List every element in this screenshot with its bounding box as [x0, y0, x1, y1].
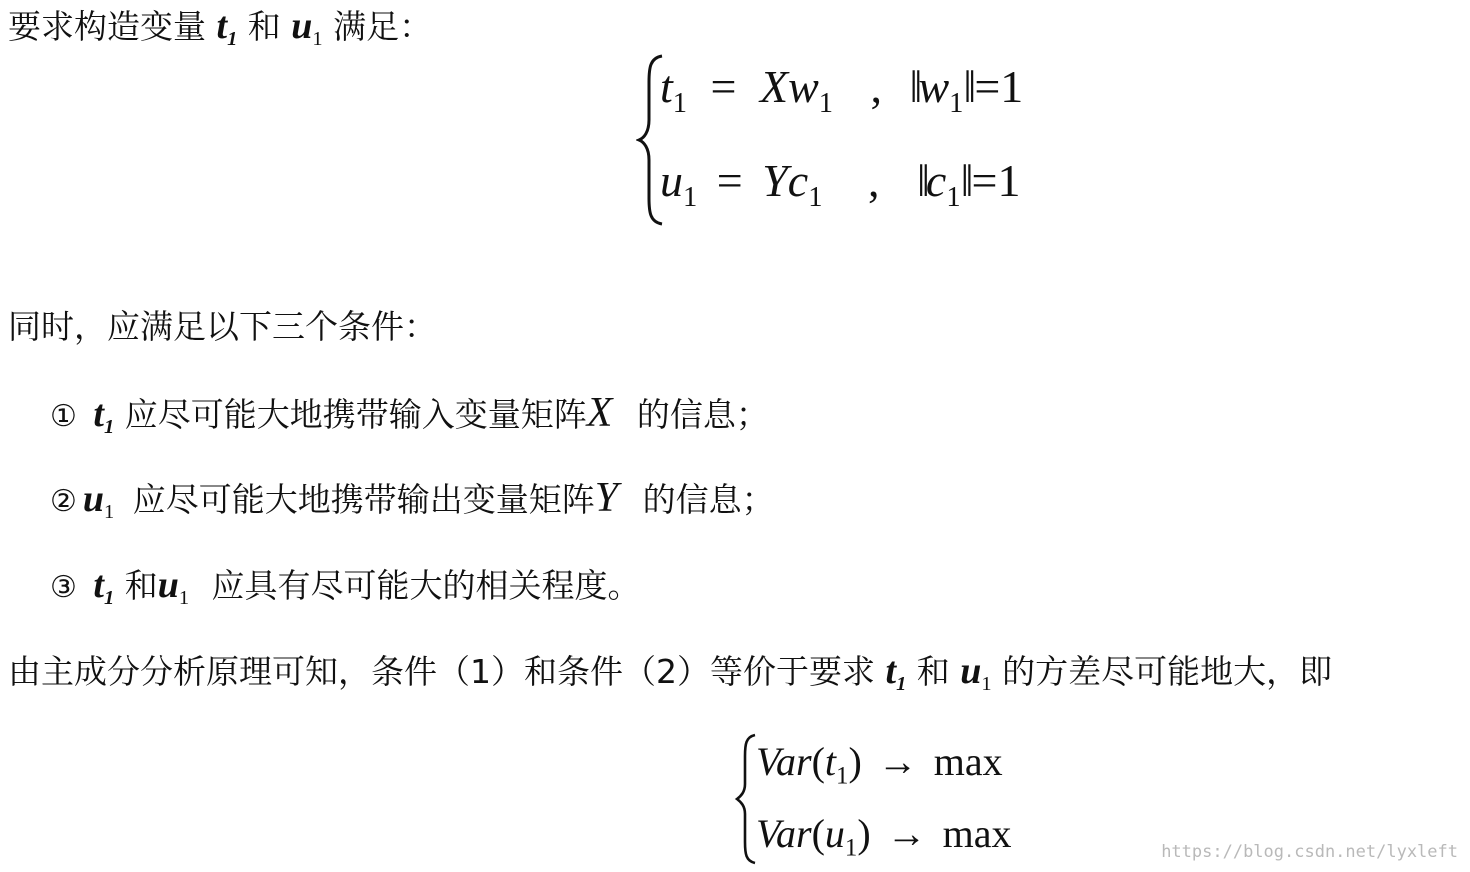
condition-tail: 的信息； — [642, 480, 775, 519]
var-c: c — [925, 155, 947, 206]
subscript: 1 — [683, 181, 698, 213]
comma: , — [867, 155, 880, 206]
var-u: u — [824, 811, 845, 856]
var-u: u — [291, 5, 313, 47]
variance-row-2 — [756, 810, 1012, 862]
var-t: t — [824, 739, 837, 784]
norm-equals-one: =1 — [971, 155, 1021, 206]
conditions-intro: 同时，应满足以下三个条件： — [8, 307, 437, 346]
circled-1-marker: ① — [50, 399, 77, 434]
intro-pre-text: 要求构造变量 — [8, 7, 206, 46]
subscript: 1 — [104, 501, 115, 524]
condition-text: 应尽可能大地携带输出变量矩阵 — [132, 480, 595, 519]
equals-sign: = — [710, 61, 737, 112]
and-text: 和 — [247, 7, 281, 46]
equation-row-1 — [660, 60, 1024, 119]
left-brace — [734, 732, 758, 866]
subscript: 1 — [981, 673, 992, 696]
condition-text: 应具有尽可能大的相关程度。 — [211, 566, 641, 605]
product-yc: Yc — [762, 155, 809, 206]
condition-1 — [50, 390, 769, 439]
subscript: 1 — [946, 181, 961, 213]
comma: , — [870, 61, 883, 112]
equals-sign: = — [716, 155, 743, 206]
arrow-right-icon: → — [886, 811, 927, 856]
intro-post-text: 满足： — [333, 7, 433, 46]
norm-bar-right: ‖ — [960, 155, 972, 206]
subscript: 1 — [844, 834, 858, 862]
open-paren: ( — [811, 739, 825, 784]
close-paren: ) — [857, 811, 871, 856]
condition-text: 应尽可能大地携带输入变量矩阵 — [124, 395, 587, 434]
norm-bar-left: ‖ — [916, 155, 926, 206]
subscript: 1 — [818, 87, 834, 119]
var-t: t — [93, 564, 104, 606]
matrix-x: X — [586, 390, 613, 436]
var-t: t — [216, 5, 228, 47]
subscript: 1 — [808, 181, 823, 213]
product-xw: Xw — [760, 61, 819, 112]
and-text: 和 — [124, 566, 158, 605]
var-function: Var — [756, 811, 812, 856]
circled-2-marker: ② — [50, 484, 77, 519]
circled-3-marker: ③ — [50, 570, 77, 605]
var-t: t — [93, 393, 104, 435]
var-function: Var — [756, 739, 812, 784]
var-w: w — [918, 61, 950, 112]
arrow-right-icon: → — [877, 739, 918, 784]
subscript: 1 — [672, 87, 688, 119]
subscript: 1 — [103, 416, 115, 439]
norm-bar-right: ‖ — [963, 61, 975, 112]
condition-3 — [50, 565, 641, 608]
max-text: max — [942, 811, 1012, 856]
close-paren: ) — [848, 739, 862, 784]
subscript: 1 — [227, 28, 238, 51]
subscript: 1 — [836, 762, 849, 790]
watermark-url: https://blog.csdn.net/lyxleft — [1161, 842, 1458, 862]
var-u: u — [157, 564, 179, 606]
subscript: 1 — [896, 673, 907, 696]
subscript: 1 — [103, 587, 115, 610]
norm-equals-one: =1 — [974, 61, 1024, 112]
equation-row-2 — [660, 154, 1021, 213]
max-text: max — [933, 739, 1003, 784]
variance-row-1 — [756, 738, 1003, 790]
var-t: t — [660, 61, 673, 112]
and-text: 和 — [916, 652, 950, 691]
conclusion-post-text: 的方差尽可能地大，即 — [1002, 652, 1333, 691]
condition-tail: 的信息； — [636, 395, 769, 434]
matrix-y: Y — [594, 475, 619, 521]
var-u: u — [660, 155, 683, 206]
intro-line — [8, 5, 433, 51]
var-u: u — [82, 478, 105, 520]
open-paren: ( — [811, 811, 825, 856]
var-t: t — [885, 650, 897, 692]
subscript: 1 — [178, 587, 190, 610]
condition-2 — [50, 475, 775, 524]
var-u: u — [960, 650, 982, 692]
subscript: 1 — [312, 28, 323, 51]
subscript: 1 — [949, 87, 964, 119]
conclusion-pre-text: 由主成分分析原理可知，条件（1）和条件（2）等价于要求 — [8, 652, 875, 691]
conclusion-line — [8, 650, 1333, 696]
norm-bar-left: ‖ — [909, 61, 919, 112]
